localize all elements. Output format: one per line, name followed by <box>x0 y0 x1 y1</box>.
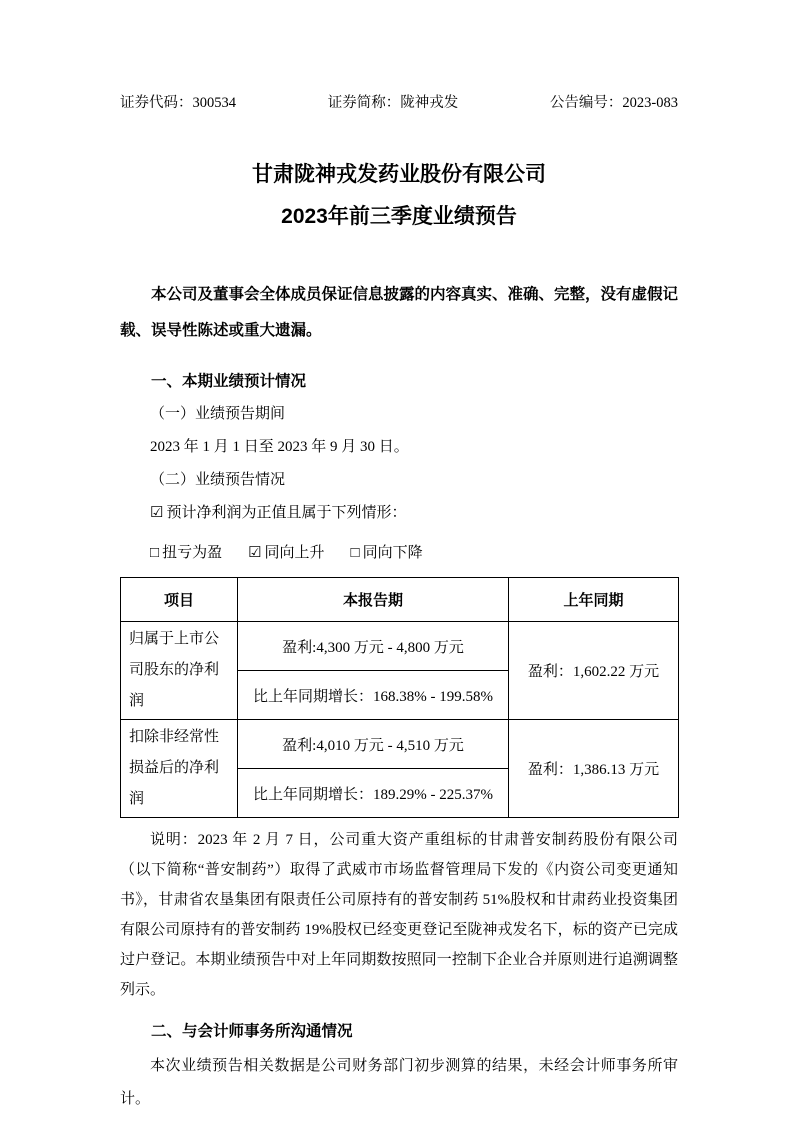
row2-item-label: 扣除非经常性损益后的净利润 <box>121 720 238 818</box>
stock-code: 证券代码：300534 <box>120 95 236 111</box>
column-header-prior-period: 上年同期 <box>509 578 679 622</box>
checkbox-checked-icon: ☑ <box>248 545 262 561</box>
table-row <box>121 720 679 769</box>
forecast-type-label: 预计净利润为正值且属于下列情形： <box>166 505 407 521</box>
row2-profit-range: 盈利:4,010 万元 - 4,510 万元 <box>238 720 509 769</box>
row1-profit-range: 盈利:4,300 万元 - 4,800 万元 <box>238 622 509 671</box>
row1-item-label: 归属于上市公司股东的净利润 <box>121 622 238 720</box>
row1-prior-period-value: 盈利：1,602.22 万元 <box>509 622 679 720</box>
document-header-meta <box>120 92 678 114</box>
report-title: 2023年前三季度业绩预告 <box>281 205 517 228</box>
column-header-item: 项目 <box>121 578 238 622</box>
forecast-period-text: 2023 年 1 月 1 日至 2023 年 9 月 30 日。 <box>150 439 409 455</box>
section2-heading: 二、与会计师事务所沟通情况 <box>151 1023 353 1040</box>
announcement-number: 公告编号：2023-083 <box>549 95 678 111</box>
checkbox-unchecked-icon: □ <box>150 545 160 561</box>
declaration-statement: 本公司及董事会全体成员保证信息披露的内容真实、准确、完整，没有虚假记载、误导性陈述或重大遗漏。 <box>120 286 679 339</box>
forecast-type-line <box>120 497 678 530</box>
table-header-row <box>121 578 679 622</box>
forecast-options-line <box>120 537 678 570</box>
option-loss-to-profit <box>150 545 222 561</box>
stock-short-name: 证券简称：陇神戎发 <box>327 95 459 111</box>
row2-prior-period-value: 盈利：1,386.13 万元 <box>509 720 679 818</box>
row1-growth-range: 比上年同期增长：168.38% - 199.58% <box>238 671 509 720</box>
explanation-paragraph: 说明：2023 年 2 月 7 日，公司重大资产重组标的甘肃普安制药股份有限公司（以下简称“普安制药”）取得了武威市市场监督管理局下发的《内资公司变更通知书》，甘肃省农垦集团有限责任公司原持有的普安制药 51%股权和甘肃药业投资集团有限公司原持有的普安制药 19%股权已经变更登记至陇神戎发名下，标的资产已完成过户登记。本期业绩预告中对上年同期数按照同一控制下企业合并原则进行追溯调整列示。 <box>120 832 678 998</box>
option-same-direction-up-label: 同向上升 <box>264 545 325 561</box>
option-loss-to-profit-label: 扭亏为盈 <box>162 545 223 561</box>
section2-body: 本次业绩预告相关数据是公司财务部门初步测算的结果，未经会计师事务所审计。 <box>120 1058 678 1107</box>
section1-sub2-heading: （二）业绩预告情况 <box>150 472 286 488</box>
checkbox-unchecked-icon: □ <box>350 545 360 561</box>
section1-sub1-heading: （一）业绩预告期间 <box>150 406 286 422</box>
performance-forecast-table <box>120 577 679 818</box>
row2-growth-range: 比上年同期增长：189.29% - 225.37% <box>238 769 509 818</box>
company-name-title: 甘肃陇神戎发药业股份有限公司 <box>252 163 546 186</box>
section1-heading: 一、本期业绩预计情况 <box>151 373 307 390</box>
checkbox-checked-icon: ☑ <box>150 505 164 521</box>
option-same-direction-up <box>248 545 324 561</box>
option-same-direction-down <box>351 545 423 561</box>
table-row <box>121 622 679 671</box>
column-header-current-period: 本报告期 <box>238 578 509 622</box>
option-same-direction-down-label: 同向下降 <box>362 545 423 561</box>
